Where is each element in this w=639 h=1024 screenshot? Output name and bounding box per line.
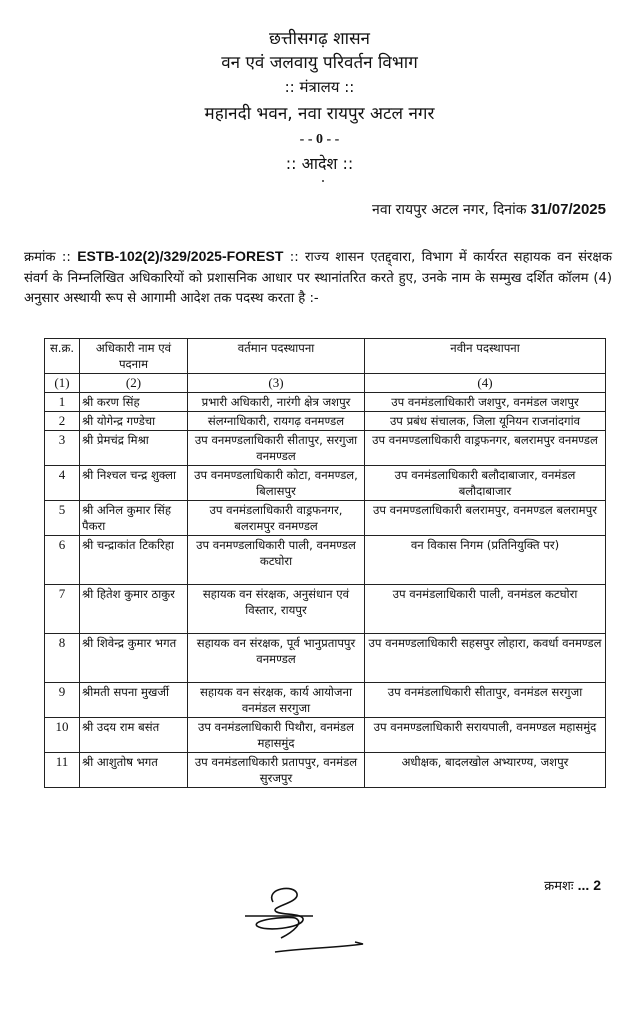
order-paragraph [24,246,612,310]
column-number-row [45,374,606,393]
row-sno: 3 [45,431,80,466]
row-current-posting: प्रभारी अधिकारी, नारंगी क्षेत्र जशपुर [188,393,365,412]
row-officer-name: श्री आशुतोष भगत [80,753,188,788]
row-current-posting: संलग्नाधिकारी, रायगढ़ वनमण्डल [188,412,365,431]
row-new-posting: उप वनमण्डलाधिकारी सरायपाली, वनमण्डल महासमुंद [365,718,606,753]
row-officer-name: श्री प्रेमचंद्र मिश्रा [80,431,188,466]
row-current-posting: उप वनमंडलाधिकारी प्रतापपुर, वनमंडल सुरजपुर [188,753,365,788]
table-header-row [45,339,606,374]
table-row [45,683,606,718]
row-current-posting: उप वनमण्डलाधिकारी पाली, वनमण्डल कटघोरा [188,536,365,585]
table-row [45,536,606,585]
table-row [45,634,606,683]
continued-note [544,876,601,894]
row-new-posting: उप प्रबंध संचालक, जिला यूनियन राजनांदगांव [365,412,606,431]
ministry-label: :: मंत्रालय :: [284,78,355,96]
separator-line: - - 0 - - [299,132,340,147]
row-current-posting: सहायक वन संरक्षक, अनुसंधान एवं विस्तार, रायपुर [188,585,365,634]
row-new-posting: उप वनमण्डलाधिकारी सहसपुर लोहारा, कवर्धा वनमण्डल [365,634,606,683]
govt-name: छत्तीसगढ़ शासन [269,29,370,49]
row-officer-name: श्री चन्द्राकांत टिकरिहा [80,536,188,585]
header-name: अधिकारी नाम एवं पदनाम [80,339,188,374]
row-sno: 1 [45,393,80,412]
row-current-posting: सहायक वन संरक्षक, पूर्व भानुप्रतापपुर वनमण्डल [188,634,365,683]
signature-underline-2 [275,942,363,952]
row-officer-name: श्री शिवेन्द्र कुमार भगत [80,634,188,683]
row-new-posting: वन विकास निगम (प्रतिनियुक्ति पर) [365,536,606,585]
order-body: :: राज्य शासन एतद्द्वारा, विभाग में कार्यरत सहायक वन संरक्षक संवर्ग के निम्नलिखित अधिकारियों को प्रशासनिक आधार पर स्थानांतरित करते हुए, उनके नाम के सम्मुख दर्शित कॉलम (4) अनुसार अस्थायी रूप से आगामी आदेश तक पदस्थ करता है :- [24,250,612,306]
header-sno: स.क्र. [45,339,80,374]
row-current-posting: उप वनमण्डलाधिकारी सीतापुर, सरगुजा वनमण्डल [188,431,365,466]
row-sno: 6 [45,536,80,585]
col-num-1: (1) [45,374,80,393]
row-current-posting: उप वनमंडलाधिकारी पिथौरा, वनमंडल महासमुंद [188,718,365,753]
table-row [45,585,606,634]
row-new-posting: उप वनमण्डलाधिकारी बलरामपुर, वनमण्डल बलरामपुर [365,501,606,536]
row-officer-name: श्री निश्चल चन्द्र शुक्ला [80,466,188,501]
row-current-posting: उप वनमण्डलाधिकारी कोटा, वनमण्डल, बिलासपुर [188,466,365,501]
row-new-posting: उप वनमंडलाधिकारी सीतापुर, वनमंडल सरगुजा [365,683,606,718]
table-row [45,466,606,501]
row-officer-name: श्री करण सिंह [80,393,188,412]
row-officer-name: श्री उदय राम बसंत [80,718,188,753]
continued-page: ... 2 [577,877,601,893]
row-sno: 8 [45,634,80,683]
transfer-table [44,338,606,788]
signature [235,880,375,960]
dateline-place: नवा रायपुर अटल नगर, दिनांक [372,202,527,218]
row-sno: 11 [45,753,80,788]
continued-label: क्रमशः [544,879,574,894]
row-sno: 9 [45,683,80,718]
table-row [45,431,606,466]
row-officer-name: श्री हितेश कुमार ठाकुर [80,585,188,634]
row-officer-name: श्री अनिल कुमार सिंह पैकरा [80,501,188,536]
address-line: महानदी भवन, नवा रायपुर अटल नगर [204,104,435,124]
table-row [45,753,606,788]
col-num-4: (4) [365,374,606,393]
row-current-posting: उप वनमंडलाधिकारी वाड्रफनगर, बलरामपुर वनमण्डल [188,501,365,536]
table-body [45,393,606,788]
row-officer-name: श्रीमती सपना मुखर्जी [80,683,188,718]
table-row [45,718,606,753]
table-row [45,393,606,412]
signature-stroke [256,888,303,938]
row-new-posting: अधीक्षक, बादलखोल अभ्यारण्य, जशपुर [365,753,606,788]
row-officer-name: श्री योगेन्द्र गण्डेचा [80,412,188,431]
col-num-2: (2) [80,374,188,393]
row-sno: 4 [45,466,80,501]
department-name: वन एवं जलवायु परिवर्तन विभाग [221,53,418,73]
row-sno: 7 [45,585,80,634]
table-row [45,412,606,431]
row-current-posting: सहायक वन संरक्षक, कार्य आयोजना वनमंडल सरगुजा [188,683,365,718]
order-date: 31/07/2025 [530,201,606,218]
row-new-posting: उप वनमंडलाधिकारी पाली, वनमंडल कटघोरा [365,585,606,634]
table-row [45,501,606,536]
order-title: :: आदेश :: [285,154,354,173]
row-new-posting: उप वनमंडलाधिकारी बलौदाबाजार, वनमंडल बलौदाबाजार [365,466,606,501]
header-new-posting: नवीन पदस्थापना [365,339,606,374]
dateline [372,200,606,219]
order-number: ESTB-102(2)/329/2025-FOREST [77,248,284,264]
row-sno: 2 [45,412,80,431]
row-sno: 5 [45,501,80,536]
row-new-posting: उप वनमंडलाधिकारी जशपुर, वनमंडल जशपुर [365,393,606,412]
order-prefix: क्रमांक :: [24,250,71,265]
col-num-3: (3) [188,374,365,393]
row-sno: 10 [45,718,80,753]
ink-dot [322,180,324,182]
row-new-posting: उप वनमण्डलाधिकारी वाड्रफनगर, बलरामपुर वनमण्डल [365,431,606,466]
header-current-posting: वर्तमान पदस्थापना [188,339,365,374]
